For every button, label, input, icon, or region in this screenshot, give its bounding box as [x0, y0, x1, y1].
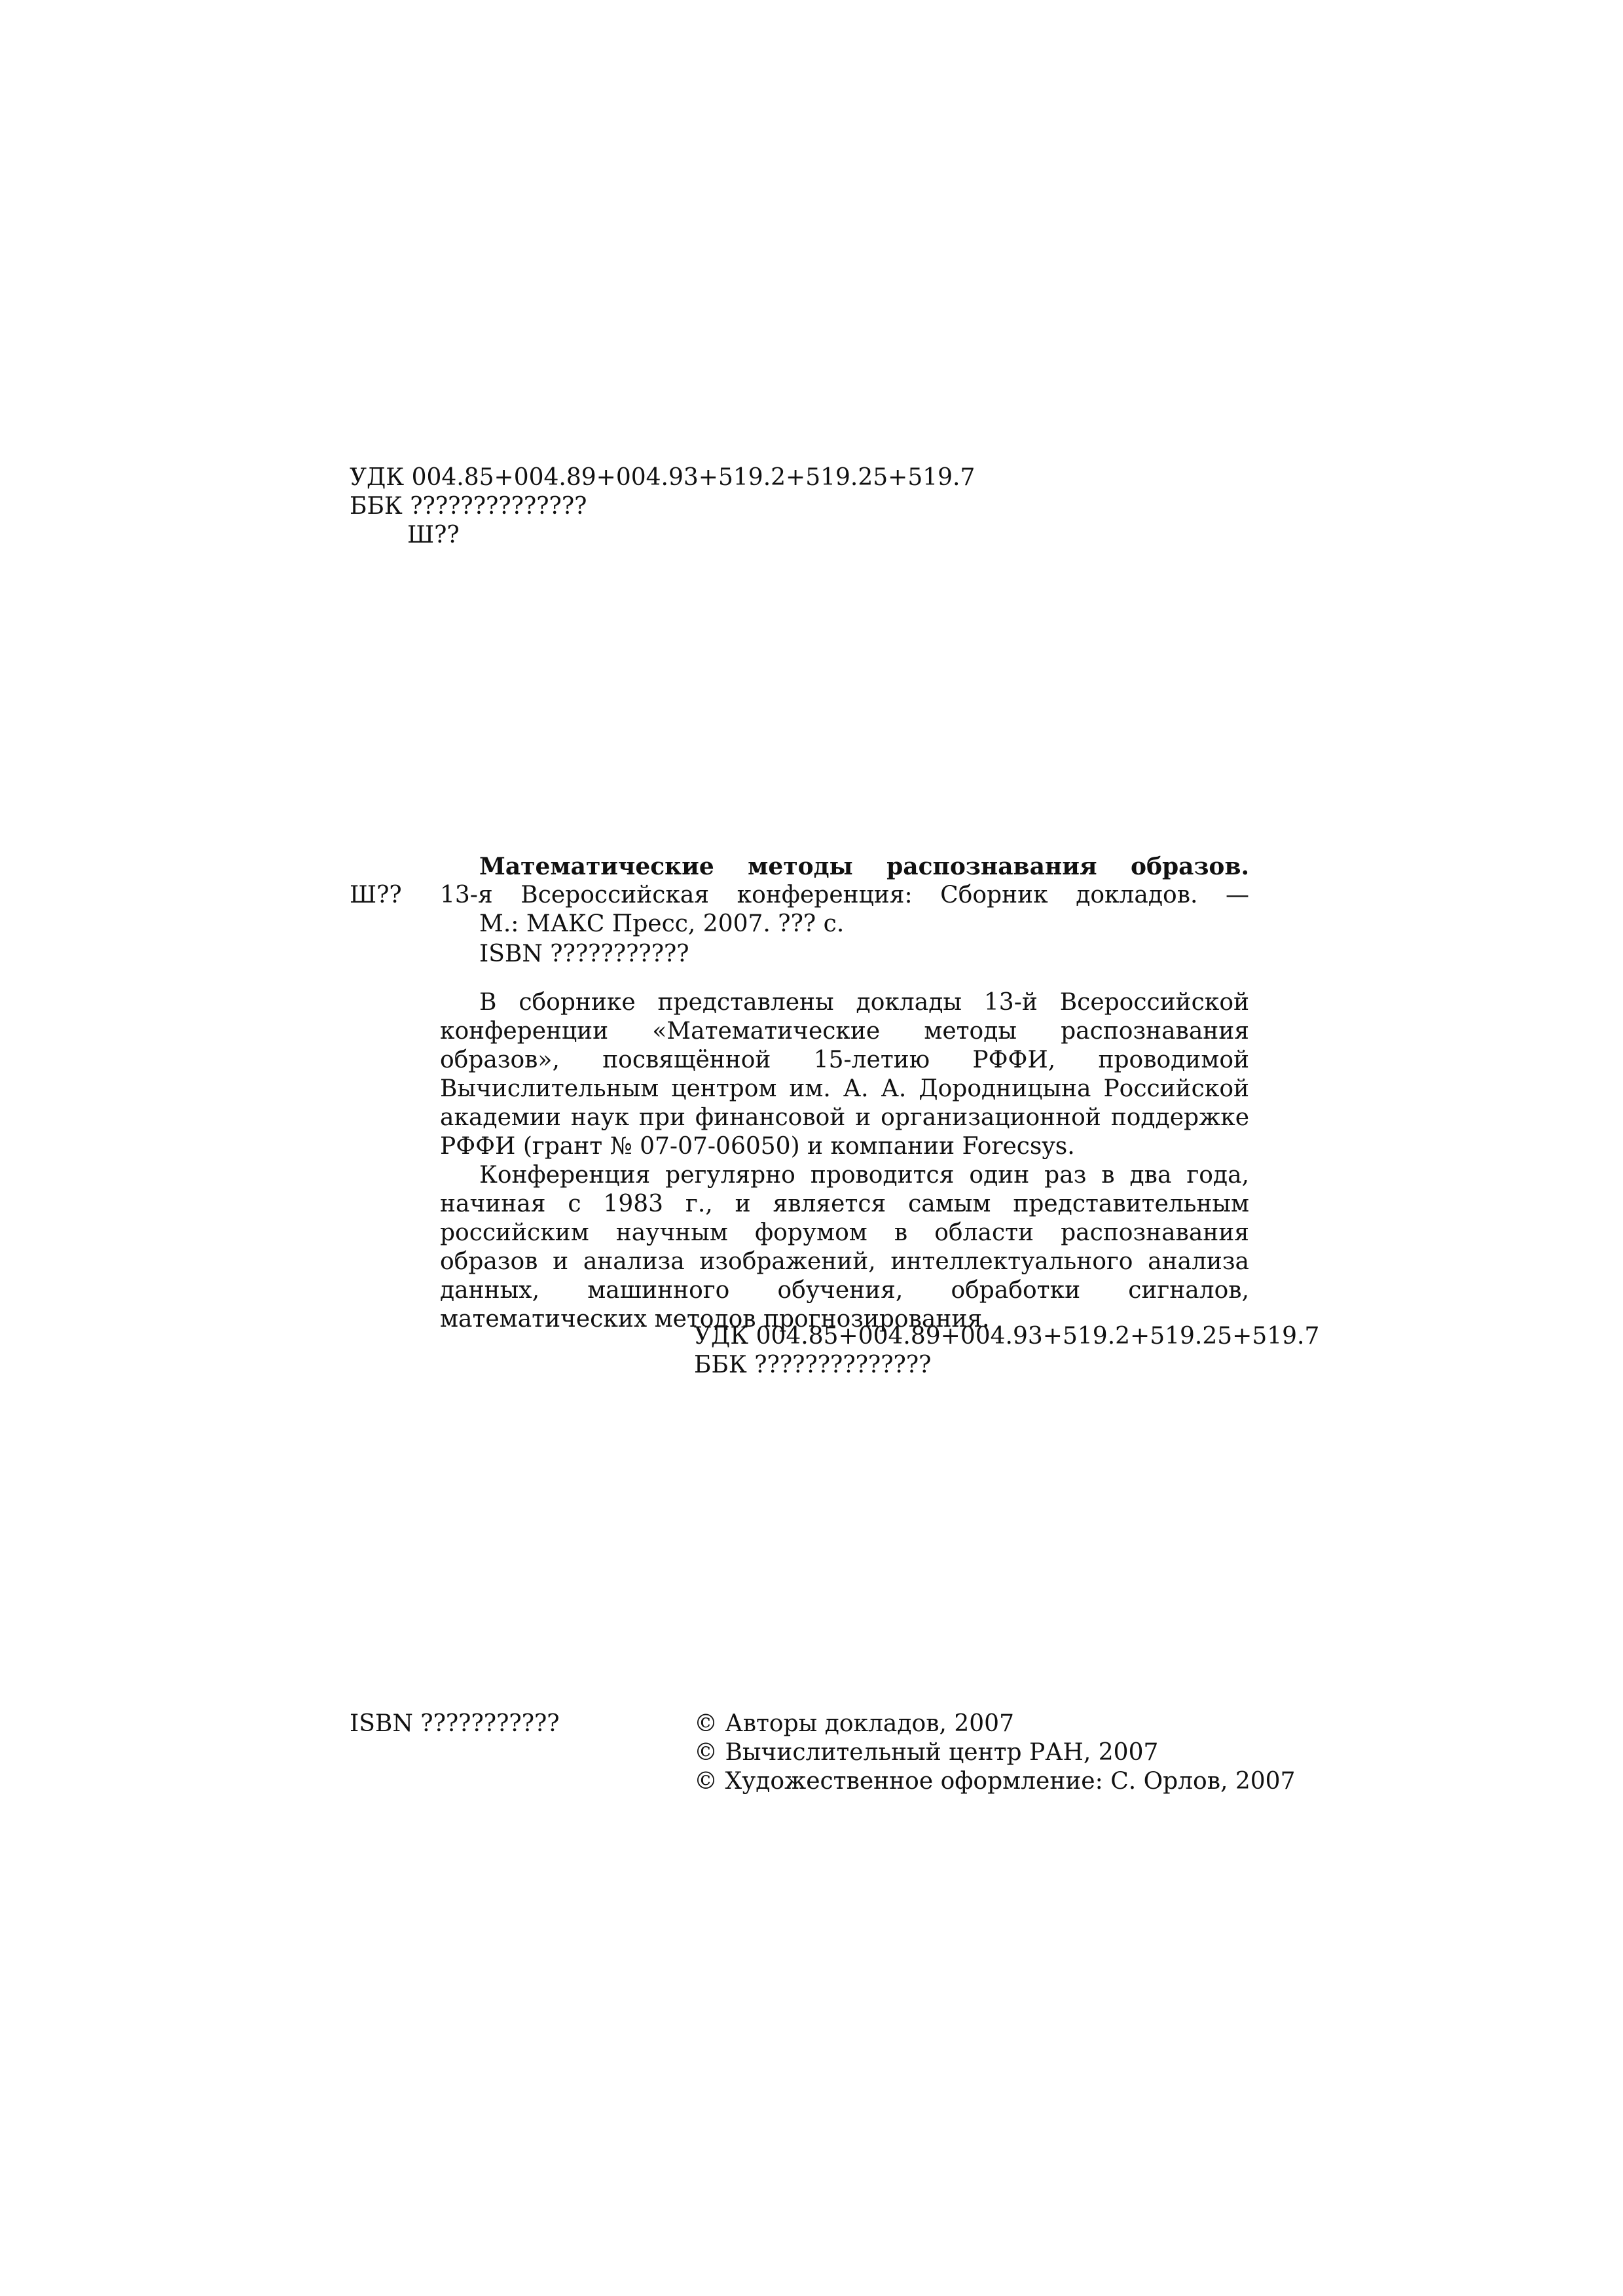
- header-udk: УДК 004.85+004.89+004.93+519.2+519.25+519.7: [350, 464, 976, 491]
- annotation-body: [440, 988, 1249, 1334]
- header-bbk: ББК ??????????????: [350, 493, 587, 520]
- header-author-mark: Ш??: [407, 522, 460, 548]
- conference-line: 13-я Всероссийская конференция: Сборник докладов. —: [440, 882, 1249, 908]
- annotation-bbk: ББК ??????????????: [694, 1352, 932, 1378]
- copyright-artwork: © Художественное оформление: С. Орлов, 2007: [694, 1768, 1296, 1795]
- annotation-paragraph-1: В сборнике представлены доклады 13-й Всероссийской конференции «Математические методы распознавания образов», посвящённой 15-летию РФФИ, проводимой Вычислительным центром им. А. А. Дородницына Российской академии наук при финансовой и организационной поддержке РФФИ (грант № 07-07-06050) и компании Forecsys.: [440, 989, 1249, 1160]
- footer-copyrights: [694, 1710, 1296, 1796]
- footer-isbn: ISBN ???????????: [350, 1710, 560, 1737]
- annotation-isbn: ISBN ???????????: [479, 941, 689, 967]
- copyright-computing-center: © Вычислительный центр РАН, 2007: [694, 1739, 1159, 1766]
- annotation-udk: УДК 004.85+004.89+004.93+519.2+519.25+519.7: [694, 1323, 1320, 1350]
- annotation-title-line: [440, 852, 1249, 881]
- copyright-authors: © Авторы докладов, 2007: [694, 1710, 1014, 1737]
- annotation-line-3: М.: МАКС Пресс, 2007. ??? с.: [479, 910, 845, 937]
- book-title: Математические методы распознавания образов.: [479, 853, 1249, 880]
- annotation-author-mark: Ш??: [350, 882, 402, 908]
- annotation-paragraph-2: Конференция регулярно проводится один раз в два года, начиная с 1983 г., и является самым представительным российским научным форумом в области распознавания образов и анализа изображений, интеллектуального анализа данных, машинного обучения, обработки сигналов, математических методов прогнозирования.: [440, 1162, 1249, 1333]
- annotation-line-2: [440, 881, 1249, 910]
